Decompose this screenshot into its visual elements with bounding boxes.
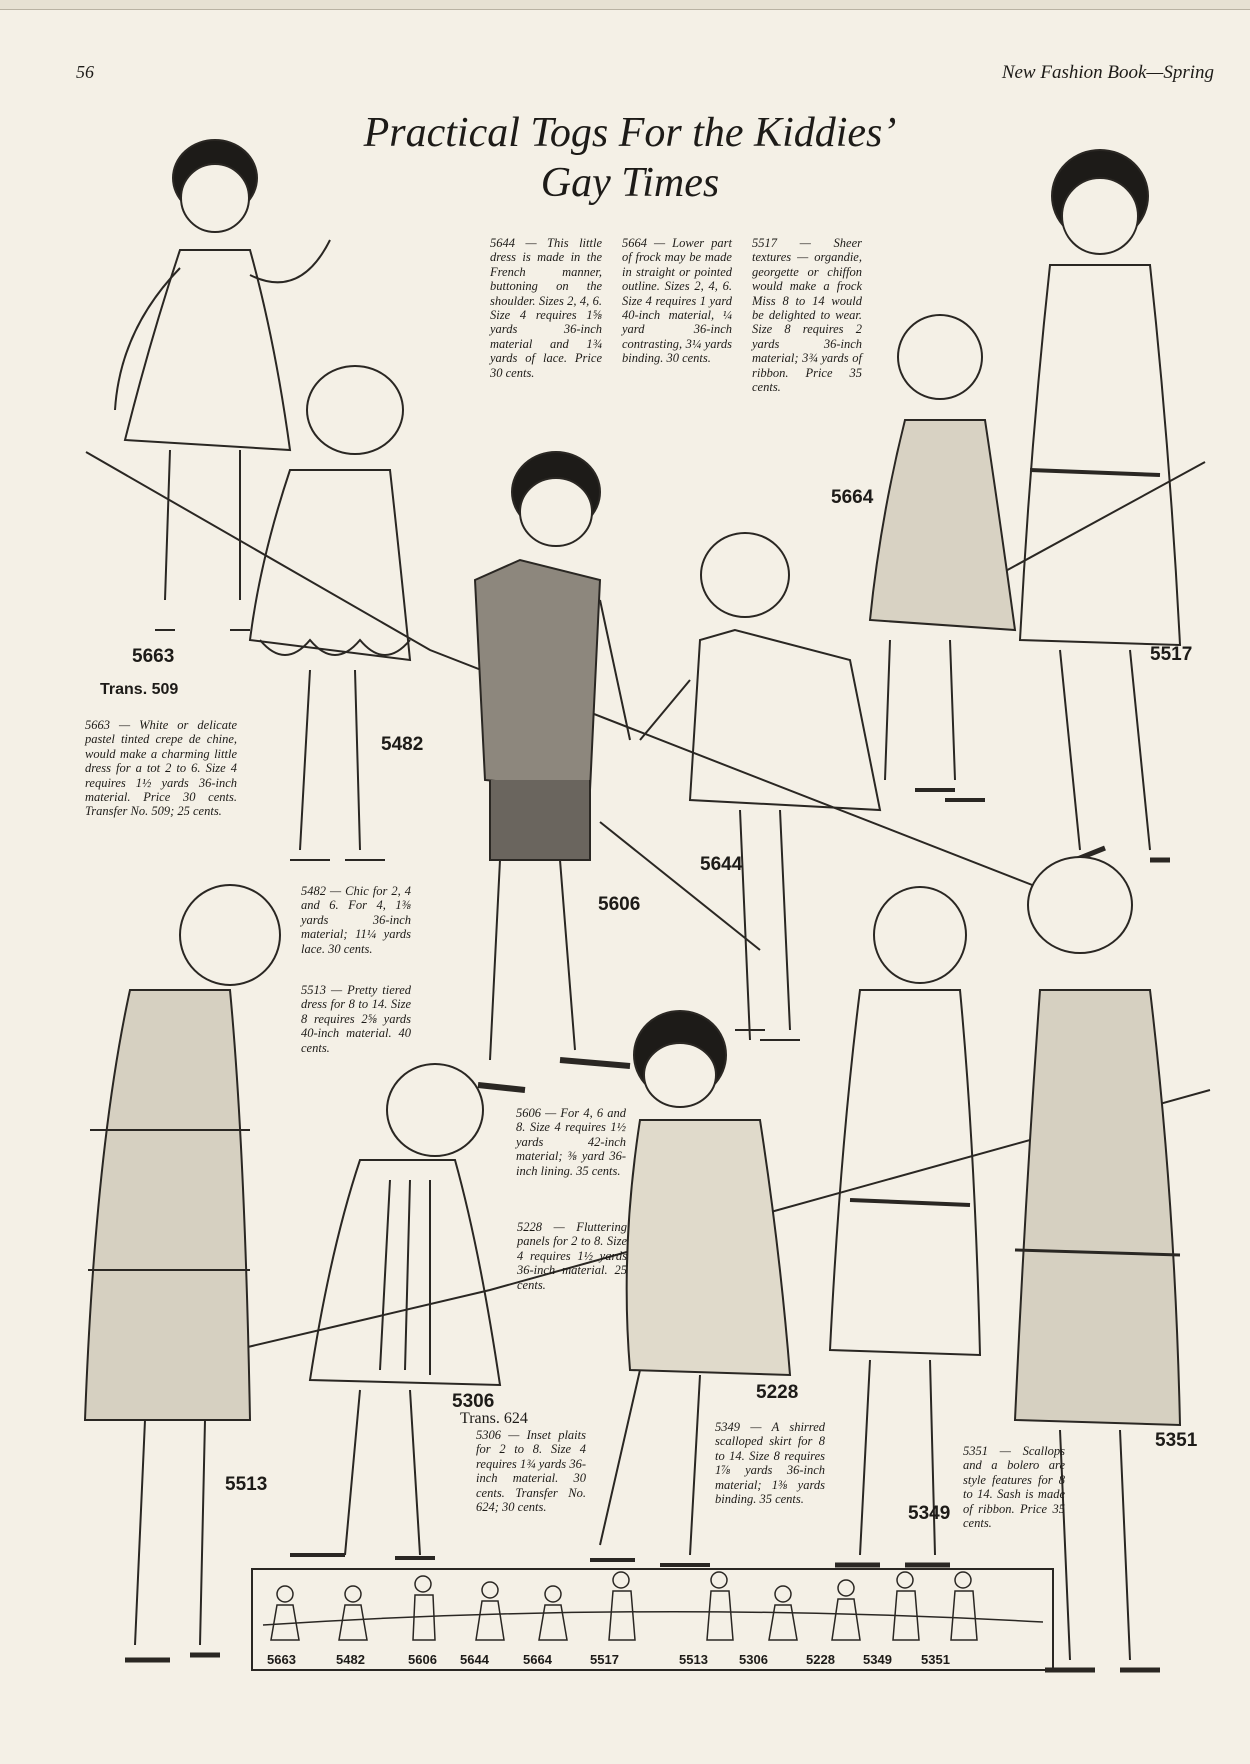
description-5664: 5664 — Lower part of frock may be made in straight or pointed outline. Sizes 2, 4, 6. Size 4 requires 1 yard 40-inch material, ¼ yard 36-inch contrasting, 3¼ yards binding. 30 cents. <box>622 236 732 366</box>
description-5513: 5513 — Pretty tiered dress for 8 to 14. Size 8 requires 2⅝ yards 40-inch material. 40 cents. <box>301 983 411 1055</box>
pattern-number-5228: 5228 <box>756 1382 799 1403</box>
strip-label: 5349 <box>863 1652 892 1667</box>
figure-5351 <box>1015 857 1180 1670</box>
figure-5644 <box>640 533 880 1040</box>
strip-label: 5664 <box>523 1652 552 1667</box>
strip-label: 5306 <box>739 1652 768 1667</box>
description-5349: 5349 — A shirred scalloped skirt for 8 to 14. Size 8 requires 1⅞ yards 36-inch material; 1⅜ yards binding. 35 cents. <box>715 1420 825 1507</box>
transfer-624: Trans. 624 <box>460 1410 528 1427</box>
title-line-2: Gay Times <box>540 160 720 206</box>
strip-label: 5606 <box>408 1652 437 1667</box>
figure-5663 <box>115 140 330 630</box>
pattern-number-5306: 5306 <box>452 1391 495 1412</box>
running-header: New Fashion Book—Spring <box>1001 62 1214 83</box>
background-line <box>600 822 760 950</box>
description-5228: 5228 — Fluttering panels for 2 to 8. Size 4 requires 1½ yards 36-inch material. 25 cents. <box>517 1220 627 1292</box>
strip-label: 5663 <box>267 1652 296 1667</box>
strip-label: 5351 <box>921 1652 950 1667</box>
transfer-509: Trans. 509 <box>100 681 179 698</box>
pattern-number-5517: 5517 <box>1150 644 1193 665</box>
pattern-number-5482: 5482 <box>381 734 424 755</box>
pattern-number-5349: 5349 <box>908 1503 951 1524</box>
description-5517: 5517 — Sheer textures — organdie, georgette or chiffon would make a frock Miss 8 to 14 would be delighted to wear. Size 8 requires 2 yards 36-inch material; 3¾ yards of ribbon. Price 35 cents. <box>752 236 862 395</box>
pattern-number-5664: 5664 <box>831 487 874 508</box>
pattern-number-5663: 5663 <box>132 646 175 667</box>
description-5663: 5663 — White or delicate pastel tinted crepe de chine, would make a charming little dress for a tot 2 to 6. Size 4 requires 1½ yards 36-inch material. Price 30 cents. Transfer No. 509; 25 cents. <box>85 718 237 819</box>
page-number: 56 <box>76 62 94 82</box>
pattern-number-5644: 5644 <box>700 854 743 875</box>
description-5482: 5482 — Chic for 2, 4 and 6. For 4, 1⅜ yards 36-inch material; 11¼ yards lace. 30 cents. <box>301 884 411 956</box>
background-line <box>980 462 1205 585</box>
figure-5517 <box>1020 150 1180 860</box>
strip-labels <box>253 1647 1052 1667</box>
description-5351: 5351 — Scallops and a bolero are style features for 8 to 14. Sash is made of ribbon. Price 35 cents. <box>963 1444 1065 1531</box>
strip-label: 5644 <box>460 1652 489 1667</box>
pattern-number-5606: 5606 <box>598 894 641 915</box>
figure-5513 <box>85 885 280 1660</box>
strip-label: 5482 <box>336 1652 365 1667</box>
figure-5482 <box>250 366 410 860</box>
figure-5664 <box>870 315 1015 800</box>
strip-label: 5513 <box>679 1652 708 1667</box>
title-line-1: Practical Togs For the Kiddies’ <box>363 110 897 156</box>
strip-label: 5517 <box>590 1652 619 1667</box>
figure-5349 <box>830 887 980 1565</box>
figure-5606 <box>475 452 630 1090</box>
description-5306: 5306 — Inset plaits for 2 to 8. Size 4 requires 1¾ yards 36-inch material. 30 cents. Transfer No. 624; 30 cents. <box>476 1428 586 1515</box>
figure-5306 <box>290 1064 500 1558</box>
description-5644: 5644 — This little dress is made in the French manner, buttoning on the shoulder. Sizes 2, 4, 6. Size 4 requires 1⅝ yards 36-inch material and 1¾ yards of lace. Price 30 cents. <box>490 236 602 380</box>
pattern-number-5351: 5351 <box>1155 1430 1198 1451</box>
paper-doll-strip <box>251 1568 1054 1671</box>
strip-label: 5228 <box>806 1652 835 1667</box>
pattern-number-5513: 5513 <box>225 1474 268 1495</box>
description-5606: 5606 — For 4, 6 and 8. Size 4 requires 1½ yards 42-inch material; ⅜ yard 36-inch lining. 35 cents. <box>516 1106 626 1178</box>
